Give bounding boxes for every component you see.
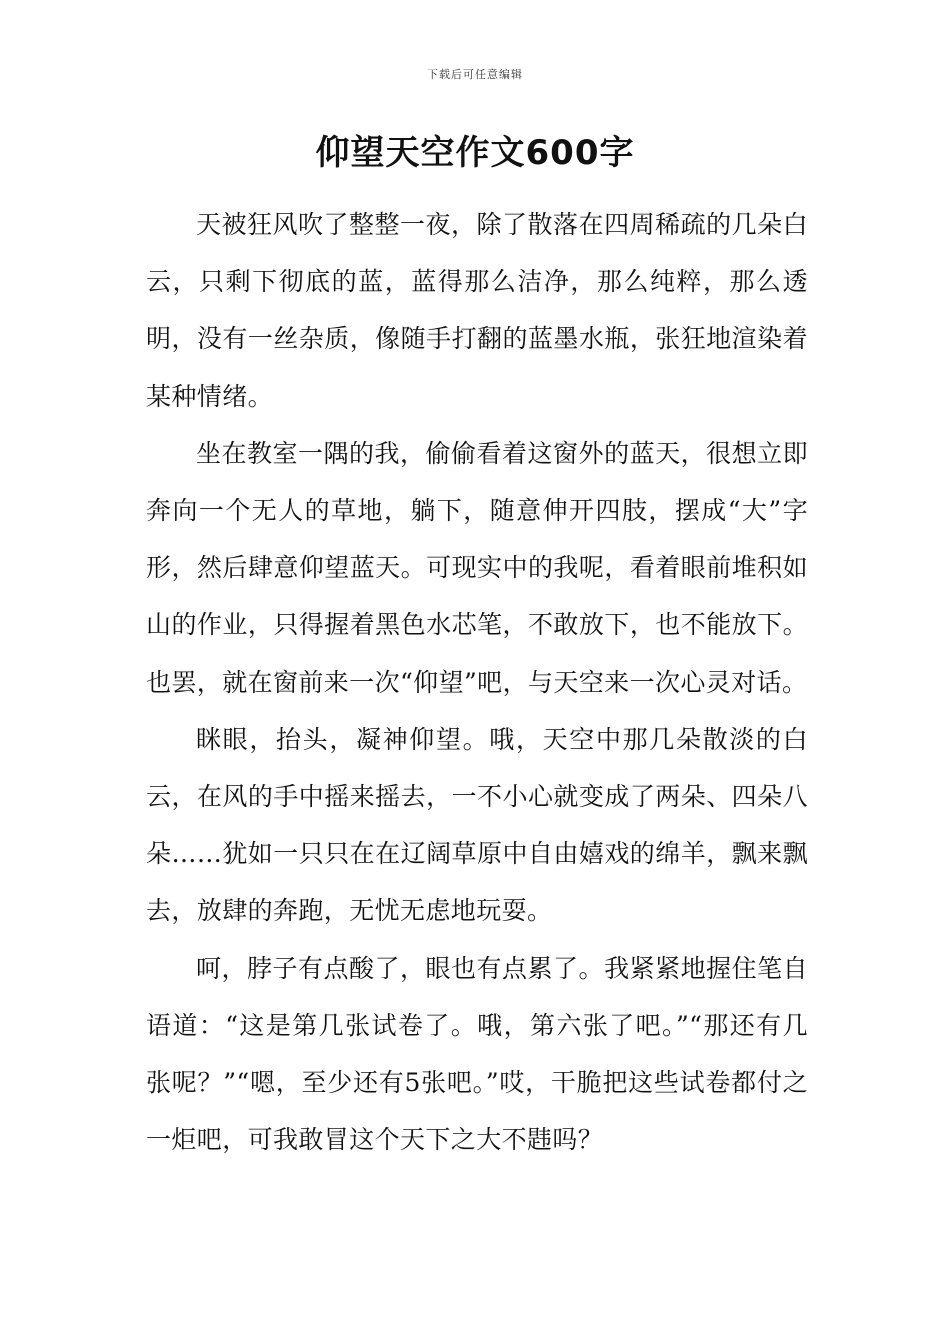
paragraph-1: 天被狂风吹了整整一夜，除了散落在四周稀疏的几朵白云，只剩下彻底的蓝，蓝得那么洁净，那么纯粹，那么透明，没有一丝杂质，像随手打翻的蓝墨水瓶，张狂地渲染着某种情绪。 [146, 210, 808, 411]
paragraph-3: 眯眼，抬头，凝神仰望。哦，天空中那几朵散淡的白云，在风的手中摇来摇去，一不小心就变成了两朵、四朵八朵……犹如一只只在在辽阔草原中自由嬉戏的绵羊，飘来飘去，放肆的奔跑，无忧无虑地玩耍。 [146, 724, 808, 926]
paragraph-4: 呵，脖子有点酸了，眼也有点累了。我紧紧地握住笔自语道：“这是第几张试卷了。哦，第六张了吧。”“那还有几张呢？”“嗯，至少还有5张吧。”哎，干脆把这些试卷都付之一炬吧，可我敢冒这个天下之大不韪吗？ [146, 953, 808, 1155]
article-body [146, 196, 808, 1168]
paragraph-2: 坐在教室一隅的我，偷偷看着这窗外的蓝天，很想立即奔向一个无人的草地，躺下，随意伸开四肢，摆成“大”字形，然后肆意仰望蓝天。可现实中的我呢，看着眼前堆积如山的作业，只得握着黑色水芯笔，不敢放下，也不能放下。也罢，就在窗前来一次“仰望”吧，与天空来一次心灵对话。 [146, 438, 808, 697]
header-note: 下载后可任意编辑 [427, 68, 523, 81]
page-title: 仰望天空作文600字 [315, 133, 635, 173]
